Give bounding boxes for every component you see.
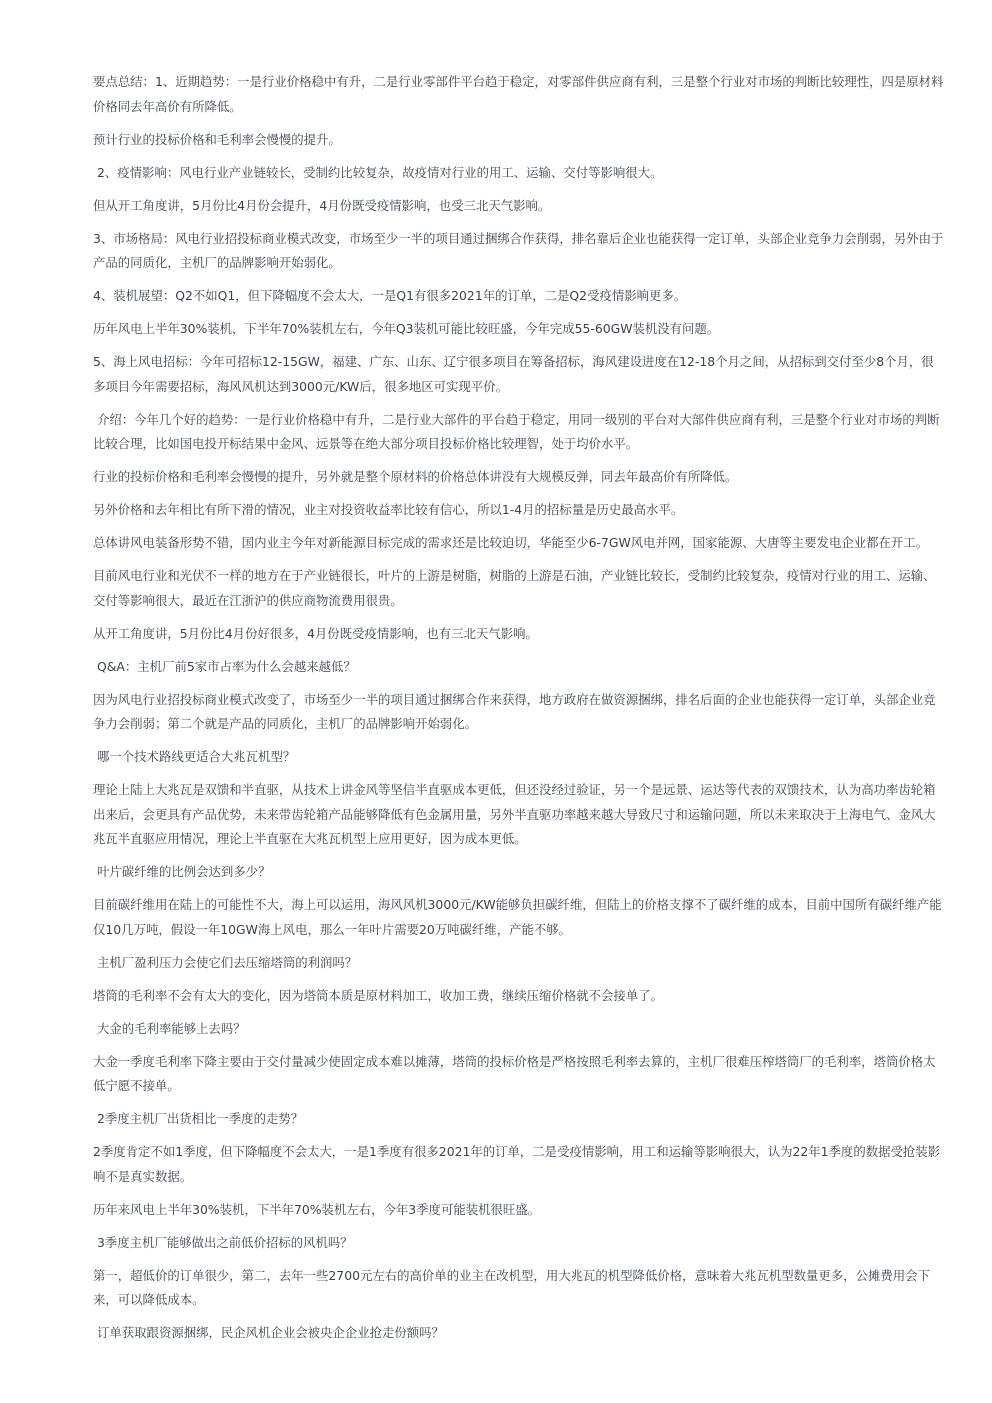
question-heading: 订单获取跟资源捆绑，民企风机企业会被央企企业抢走份额吗？ bbox=[97, 1325, 444, 1340]
paragraph: 但从开工角度讲，5月份比4月份会提升，4月份既受疫情影响，也受三北天气影响。 bbox=[93, 197, 551, 213]
paragraph: 2季度肯定不如1季度，但下降幅度不会太大，一是1季度有很多2021年的订单，二是受疫情影响，用工和运输等影响很大，认为22年1季度的数据受抢装影响不是真实数据。 bbox=[93, 1144, 941, 1184]
question-heading: 3季度主机厂能够做出之前低价招标的风机吗？ bbox=[97, 1234, 353, 1250]
paragraph: 4、装机展望：Q2不如Q1，但下降幅度不会太大，一是Q1有很多2021年的订单，二是Q2受疫情影响更多。 bbox=[93, 288, 687, 303]
question-heading: Q&A：主机厂前5家市占率为什么会越来越低？ bbox=[97, 658, 356, 674]
paragraph: 第一，超低价的订单很少，第二，去年一些2700元左右的高价单的业主在改机型，用大兆瓦的机型降低价格，意味着大兆瓦机型数量更多，公摊费用会下来，可以降低成本。 bbox=[93, 1267, 930, 1307]
question-heading: 2、疫情影响：风电行业产业链较长，受制约比较复杂，故疫情对行业的用工、运输、交付等影响很大。 bbox=[97, 164, 663, 180]
paragraph: 历年来风电上半年30%装机，下半年70%装机左右，今年3季度可能装机很旺盛。 bbox=[93, 1201, 541, 1217]
paragraph: 预计行业的投标价格和毛利率会慢慢的提升。 bbox=[93, 131, 341, 147]
paragraph: 历年风电上半年30%装机，下半年70%装机左右，今年Q3装机可能比较旺盛，今年完成55-60GW装机没有问题。 bbox=[93, 321, 720, 336]
question-heading: 2季度主机厂出货相比一季度的走势？ bbox=[97, 1111, 304, 1126]
paragraph: 行业的投标价格和毛利率会慢慢的提升，另外就是整个原材料的价格总体讲没有大规模反弹，同去年最高价有所降低。 bbox=[93, 469, 738, 484]
paragraph: 理论上陆上大兆瓦是双馈和半直驱，从技术上讲金风等坚信半直驱成本更低，但还没经过验证，另一个是远景、运达等代表的双馈技术，认为高功率齿轮箱出来后，会更具有产品优势，未来带齿轮箱产品能够降低有色金属用量，另外半直驱功率越来越大导致尺寸和运输问题，所以未来取决于上海电气、金风大兆瓦半直驱应用情况，理论上半直驱在大兆瓦机型上应用更好，因为成本更低。 bbox=[93, 782, 936, 846]
paragraph: 5、海上风电招标：今年可招标12-15GW，福建、广东、山东、辽宁很多项目在筹备招标，海风建设进度在12-18个月之间，从招标到交付至少8个月，很多项目今年需要招标，海风风机达到3000元/KW后，很多地区可实现平价。 bbox=[93, 354, 934, 394]
paragraph: 塔筒的毛利率不会有太大的变化，因为塔筒本质是原材料加工，收加工费，继续压缩价格就不会接单了。 bbox=[93, 987, 663, 1003]
paragraph: 大金一季度毛利率下降主要由于交付量减少使固定成本难以摊薄，塔筒的投标价格是严格按照毛利率去算的，主机厂很难压榨塔筒厂的毛利率，塔筒价格太低宁愿不接单。 bbox=[93, 1053, 936, 1093]
paragraph: 另外价格和去年相比有所下滑的情况，业主对投资收益率比较有信心，所以1-4月的招标量是历史最高水平。 bbox=[93, 502, 684, 517]
question-heading: 哪一个技术路线更适合大兆瓦机型？ bbox=[97, 749, 296, 764]
question-heading: 叶片碳纤维的比例会达到多少？ bbox=[97, 864, 271, 879]
paragraph: 目前风电行业和光伏不一样的地方在于产业链很长，叶片的上游是树脂，树脂的上游是石油，产业链比较长，受制约比较复杂，疫情对行业的用工、运输、交付等影响很大，最近在江浙沪的供应商物流费用很贵。 bbox=[93, 568, 936, 608]
paragraph: 总体讲风电装备形势不错，国内业主今年对新能源目标完成的需求还是比较迫切，华能至少6-7GW风电并网，国家能源、大唐等主要发电企业都在开工。 bbox=[93, 535, 929, 550]
paragraph: 3、市场格局：风电行业招投标商业模式改变，市场至少一半的项目通过捆绑合作获得，排名靠后企业也能获得一定订单，头部企业竞争力会削弱，另外由于产品的同质化，主机厂的品牌影响开始弱化。 bbox=[93, 230, 944, 270]
paragraph: 因为风电行业招投标商业模式改变了，市场至少一半的项目通过捆绑合作来获得，地方政府在做资源捆绑，排名后面的企业也能获得一定订单，头部企业竞争力会削弱；第二个就是产品的同质化，主机厂的品牌影响开始弱化。 bbox=[93, 691, 936, 731]
question-heading: 主机厂盈利压力会使它们去压缩塔筒的利润吗？ bbox=[97, 954, 358, 970]
document-body bbox=[93, 70, 944, 1346]
paragraph: 从开工角度讲，5月份比4月份好很多，4月份既受疫情影响，也有三北天气影响。 bbox=[93, 625, 538, 641]
paragraph: 目前碳纤维用在陆上的可能性不大，海上可以运用，海风风机3000元/KW能够负担碳纤维，但陆上的价格支撑不了碳纤维的成本，目前中国所有碳纤维产能仅10几万吨，假设一年10GW海上风电，那么一年叶片需要20万吨碳纤维，产能不够。 bbox=[93, 897, 942, 937]
question-heading: 介绍：今年几个好的趋势：一是行业价格稳中有升，二是行业大部件的平台趋于稳定，用同一级别的平台对大部件供应商有利，三是整个行业对市场的判断比较合理，比如国电投开标结果中金风、远景等在绝大部分项目投标价格比较理智，处于均价水平。 bbox=[93, 411, 940, 451]
paragraph: 要点总结：1、近期趋势：一是行业价格稳中有升，二是行业零部件平台趋于稳定，对零部件供应商有利，三是整个行业对市场的判断比较理性，四是原材料价格同去年高价有所降低。 bbox=[93, 74, 944, 114]
question-heading: 大金的毛利率能够上去吗？ bbox=[97, 1020, 246, 1036]
